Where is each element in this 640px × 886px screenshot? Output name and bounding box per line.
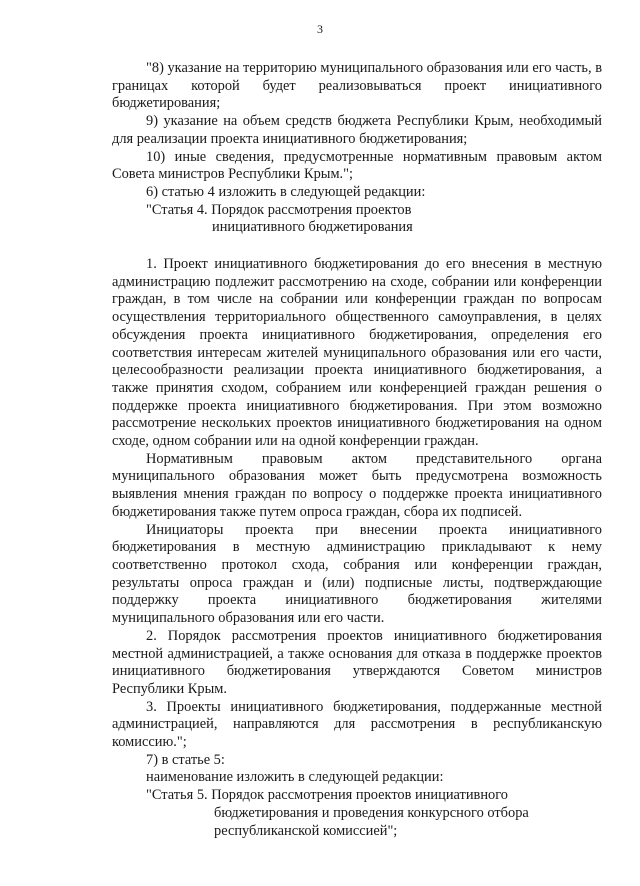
paragraph-title-instruction: наименование изложить в следующей редакции:: [146, 769, 444, 786]
article-4-heading-line-1: "Статья 4. Порядок рассмотрения проектов: [146, 201, 412, 218]
article-4-part-1: 1. Проект инициативного бюджетирования до его внесения в местную администрацию подлежит рассмотрению на сходе, собрании или конференции граждан, в том числе на собрании или конференции граждан по вопросам осуществления территориального общественного самоуправления, в целях обсуждения проекта инициативного бюджетирования, определения его соответствия интересам жителей муниципального образования или его части, целесообразности реализации проекта инициативного бюджетирования, а также принятия сходом, собранием или конференцией граждан решения о поддержке проекта инициативного бюджетирования. При этом возможно рассмотрение нескольких проектов инициативного бюджетирования на одном сходе, одном собрании или на одной конференции граждан.: [112, 256, 602, 450]
paragraph-item-8: "8) указание на территорию муниципального образования или его часть, в границах которой будет реализовываться проект инициативного бюджетирования;: [112, 60, 602, 112]
article-4-part-3: 3. Проекты инициативного бюджетирования, поддержанные местной администрацией, направляются для рассмотрения в республиканскую комиссию.";: [112, 698, 602, 751]
paragraph-amendment-7: 7) в статье 5:: [146, 751, 225, 768]
paragraph-item-10: 10) иные сведения, предусмотренные нормативным правовым актом Совета министров Республики Крым.";: [112, 148, 602, 183]
page-number: 3: [317, 22, 323, 36]
article-5-heading-line-3: республиканской комиссией";: [214, 822, 398, 839]
article-4-part-1-para-3: Инициаторы проекта при внесении проекта инициативного бюджетирования в местную администрацию прикладывают к нему соответственно протокол схода, собрания или конференции граждан, результаты опроса граждан и (или) подписные листы, подтверждающие поддержку проекта инициативного бюджетирования жителями муниципального образования или его части.: [112, 521, 602, 627]
paragraph-item-9: 9) указание на объем средств бюджета Республики Крым, необходимый для реализации проекта инициативного бюджетирования;: [112, 113, 602, 147]
article-5-heading-line-2: бюджетирования и проведения конкурсного отбора: [214, 804, 529, 821]
paragraph-amendment-6: 6) статью 4 изложить в следующей редакции:: [146, 183, 426, 200]
article-4-part-1-para-2: Нормативным правовым актом представительного органа муниципального образования может быть предусмотрена возможность выявления мнения граждан по вопросу о поддержке проекта инициативного бюджетирования также путем опроса граждан, сбора их подписей.: [112, 450, 602, 520]
article-4-heading-line-2: инициативного бюджетирования: [212, 219, 413, 236]
document-body: [112, 60, 602, 840]
article-4-part-2: 2. Порядок рассмотрения проектов инициативного бюджетирования местной администрацией, а также основания для отказа в поддержке проектов инициативного бюджетирования утверждаются Советом министров Республики Крым.: [112, 627, 602, 697]
article-5-heading-line-1: "Статья 5. Порядок рассмотрения проектов инициативного: [146, 787, 508, 804]
spacer: [112, 237, 602, 256]
